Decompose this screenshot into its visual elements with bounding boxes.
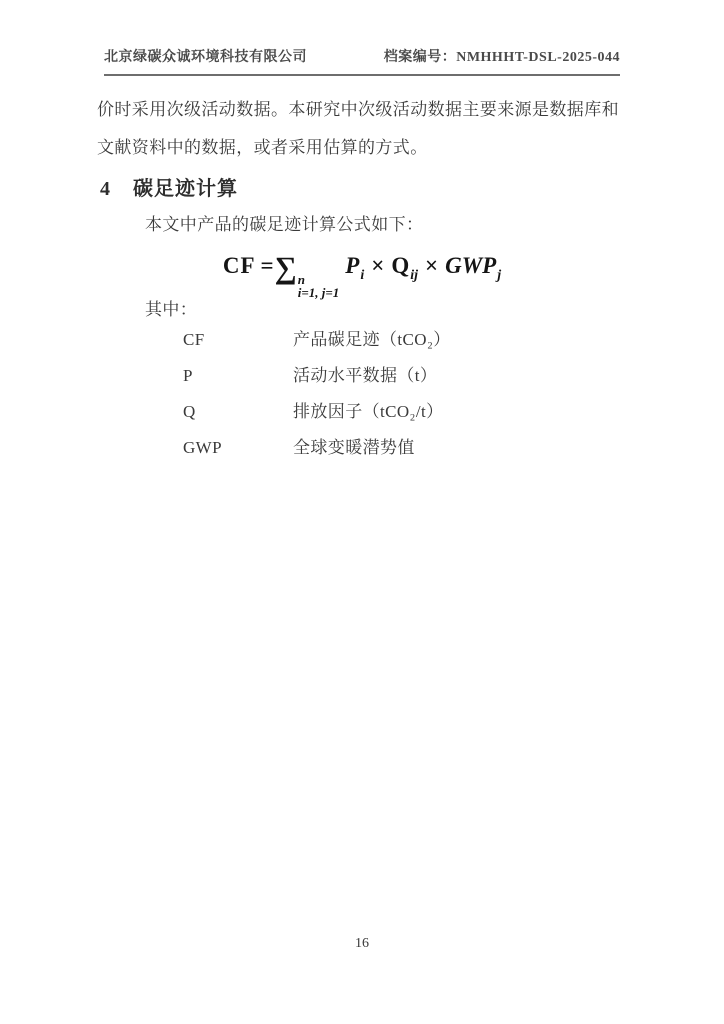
paragraph-line: 价时采用次级活动数据。本研究中次级活动数据主要来源是数据库和 [97,100,619,119]
section-number: 4 [100,178,111,200]
definition-desc: 活动水平数据（t） [293,366,438,385]
definition-term: GWP [183,438,222,457]
definition-desc: 全球变暖潜势值 [293,438,415,457]
page-header [104,46,620,76]
formula-intro-text: 本文中产品的碳足迹计算公式如下： [145,215,424,234]
paragraph-line: 文献资料中的数据，或者采用估算的方式。 [97,138,428,157]
formula-term-q: Q [391,253,410,278]
sigma-upper-limit: n [297,272,305,287]
archive-number-group [384,46,620,66]
archive-number: NMHHHT-DSL-2025-044 [456,50,620,65]
definition-row [183,329,451,351]
definition-term: CF [183,330,205,349]
definitions-list [183,329,451,473]
body-paragraph [97,91,631,167]
company-name: 北京绿碳众诚环境科技有限公司 [104,50,307,65]
definition-row [183,437,451,459]
sigma-symbol: ∑ [274,250,297,285]
definition-row [183,365,451,387]
section-title: 碳足迹计算 [133,178,238,200]
carbon-footprint-formula [0,242,724,300]
multiply-operator: × [425,253,439,278]
definition-desc: 排放因子（tCO₂/t） [293,402,444,421]
sigma-lower-limit: i=1, j=1 [297,285,340,300]
definition-desc: 产品碳足迹（tCO₂） [293,330,451,349]
formula-equals: = [260,253,274,278]
formula-lhs: CF [222,253,256,278]
definition-row [183,401,451,423]
definition-term: P [183,366,193,385]
page-number: 16 [355,936,369,951]
formula-term-gwp: GWP [445,253,497,278]
formula-term-p-subscript: i [360,268,365,283]
section-heading [100,172,238,201]
formula-term-p: P [345,253,360,278]
formula-term-gwp-subscript: j [497,268,502,283]
archive-label: 档案编号： [383,50,457,65]
where-label: 其中： [145,300,198,319]
formula-term-q-subscript: ij [410,268,419,283]
multiply-operator: × [371,253,385,278]
sigma-limits [298,273,340,299]
definition-term: Q [183,402,196,421]
